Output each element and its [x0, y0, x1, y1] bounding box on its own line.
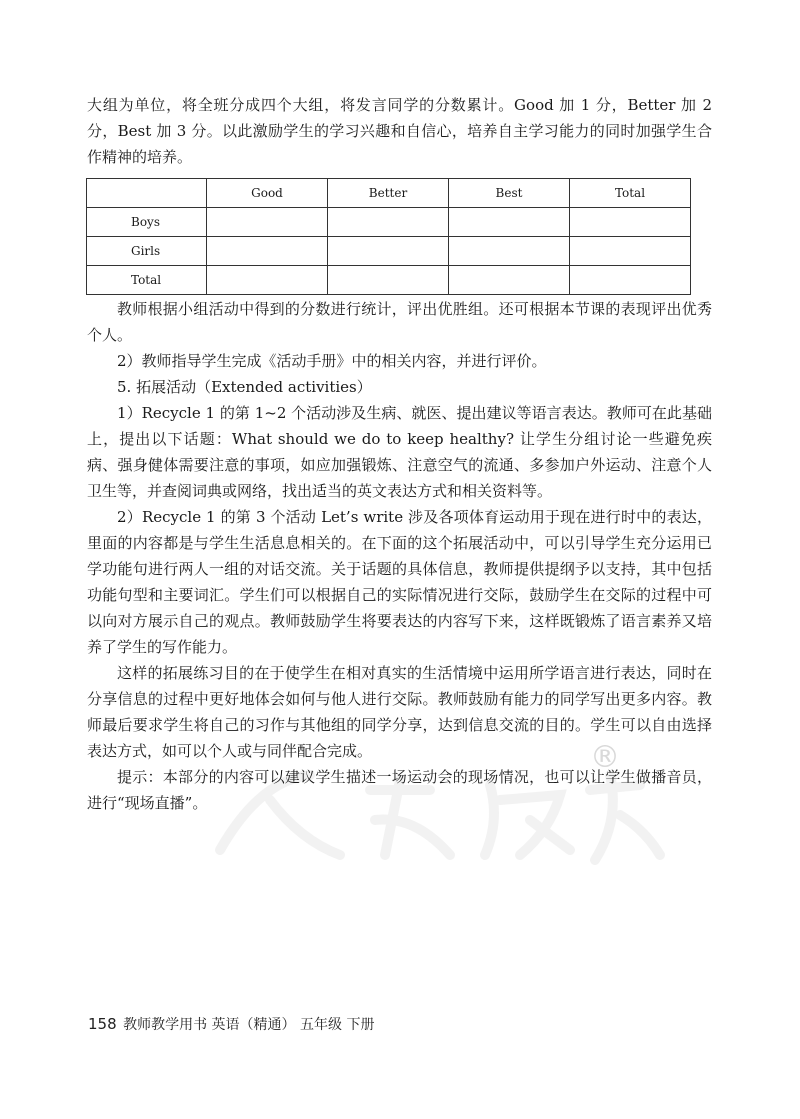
table-cell [570, 266, 691, 295]
tip-paragraph: 提示：本部分的内容可以建议学生描述一场运动会的现场情况，也可以让学生做播音员，进行“现场直播”。 [87, 768, 712, 812]
table-cell [570, 208, 691, 237]
table-cell [328, 208, 449, 237]
book-title: 教师教学用书 英语（精通） 五年级 下册 [123, 1017, 375, 1033]
score-table [86, 178, 691, 295]
table-cell [570, 237, 691, 266]
table-cell [207, 208, 328, 237]
page-footer [88, 1014, 374, 1034]
table-cell [207, 266, 328, 295]
table-header-row [87, 179, 691, 208]
activity-paragraph-2: 2）Recycle 1 的第 3 个活动 Let’s write 涉及各项体育运动用于现在进行时中的表达，里面的内容都是与学生生活息息相关的。在下面的这个拓展活动中，可以引导学生充分运用已学功能句进行两人一组的对话交流。关于话题的具体信息，教师提供提纲予以支持，其中包括功能句型和主要词汇。学生们可以根据自己的实际情况进行交际，鼓励学生在交际的过程中可以向对方展示自己的观点。教师鼓励学生将要表达的内容写下来，这样既锻炼了语言素养又培养了学生的写作能力。 [87, 508, 712, 656]
table-header-cell: Better [328, 179, 449, 208]
table-cell [449, 208, 570, 237]
activity-paragraph-1: 1）Recycle 1 的第 1~2 个活动涉及生病、就医、提出建议等语言表达。教师可在此基础上，提出以下话题：What should we do to keep healthy? 让学生分组讨论一些避免疾病、强身健体需要注意的事项，如应加强锻炼、注意空气的流通、多参加户外运动、注意个人卫生等，并查阅词典或网络，找出适当的英文表达方式和相关资料等。 [87, 404, 712, 500]
summary-paragraph: 教师根据小组活动中得到的分数进行统计，评出优胜组。还可根据本节课的表现评出优秀个人。 [87, 300, 712, 344]
row-label: Girls [87, 237, 207, 266]
body-section [87, 296, 712, 816]
page-number: 158 [88, 1015, 117, 1033]
table-header-cell: Total [570, 179, 691, 208]
table-header-cell: Best [449, 179, 570, 208]
table-row [87, 208, 691, 237]
row-label: Total [87, 266, 207, 295]
intro-paragraph: 大组为单位，将全班分成四个大组，将发言同学的分数累计。Good 加 1 分，Better 加 2 分，Best 加 3 分。以此激励学生的学习兴趣和自信心，培养自主学习能力的同时加强学生合作精神的培养。 [87, 96, 712, 166]
table-row [87, 266, 691, 295]
table-cell [328, 237, 449, 266]
table-row [87, 237, 691, 266]
registered-mark: ® [590, 740, 620, 775]
table-cell [328, 266, 449, 295]
intro-section [87, 92, 712, 170]
row-label: Boys [87, 208, 207, 237]
table-cell [449, 266, 570, 295]
purpose-paragraph: 这样的拓展练习目的在于使学生在相对真实的生活情境中运用所学语言进行表达，同时在分享信息的过程中更好地体会如何与他人进行交际。教师鼓励有能力的同学写出更多内容。教师最后要求学生将自己的习作与其他组的同学分享，达到信息交流的目的。学生可以自由选择表达方式，如可以个人或与同伴配合完成。 [87, 664, 712, 760]
table-header-cell: Good [207, 179, 328, 208]
table-cell [449, 237, 570, 266]
table-cell [207, 237, 328, 266]
section-heading: 5. 拓展活动（Extended activities） [117, 378, 372, 396]
table-header-cell [87, 179, 207, 208]
step-paragraph: 2）教师指导学生完成《活动手册》中的相关内容，并进行评价。 [117, 352, 547, 370]
